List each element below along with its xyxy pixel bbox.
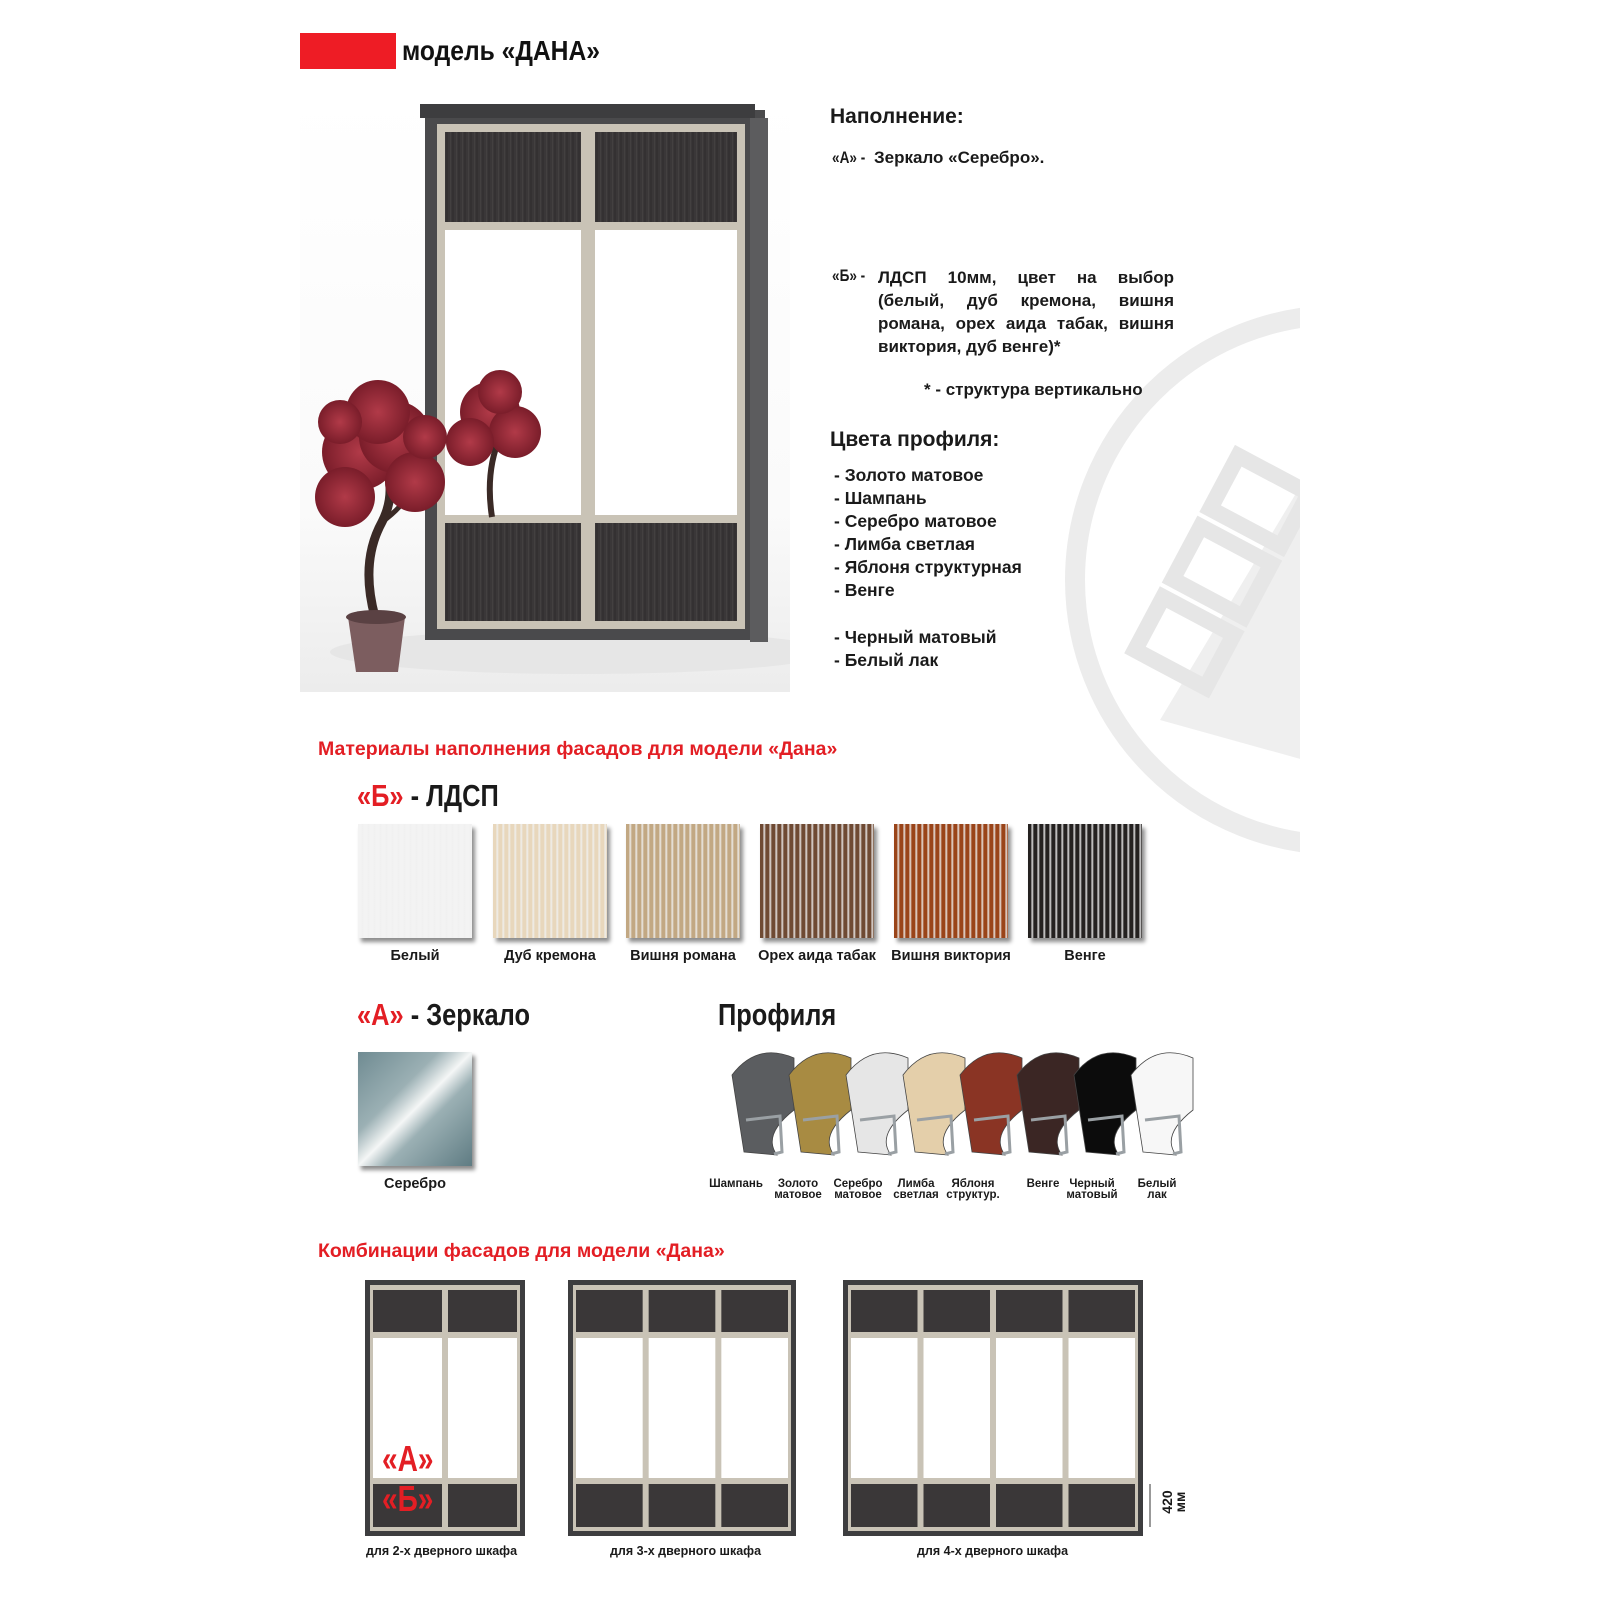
panel-ldsp-bottom	[1069, 1484, 1136, 1527]
ldsp-swatch	[894, 824, 1008, 938]
profile-label-line: Черный	[1069, 1178, 1115, 1190]
ldsp-swatch	[358, 824, 472, 938]
ldsp-swatch	[626, 824, 740, 938]
profile-label-line: светлая	[893, 1189, 939, 1201]
profile-label-line: матовый	[1066, 1189, 1118, 1201]
ldsp-swatch-label: Дуб кремона	[504, 948, 596, 964]
profile-sample	[789, 1053, 851, 1155]
profile-label-line: матовое	[834, 1189, 882, 1201]
profile-sample	[732, 1053, 794, 1155]
ldsp-label-text: - ЛДСП	[403, 778, 499, 813]
profiles-heading: Профиля	[718, 997, 837, 1032]
wardrobe-product-photo	[300, 92, 790, 692]
mirror-label-tag: «А»	[357, 997, 404, 1032]
panel-mirror	[649, 1338, 716, 1478]
profile-sample	[1131, 1053, 1193, 1155]
combo-wardrobe	[843, 1280, 1143, 1536]
dimension-label	[1161, 1477, 1201, 1527]
panel-ldsp-top	[924, 1290, 991, 1332]
panel-mirror	[996, 1338, 1063, 1478]
filling-heading: Наполнение:	[830, 105, 964, 128]
filling-b-tag-wrap	[832, 266, 874, 286]
profile-label-line: структур.	[946, 1189, 1000, 1201]
profile-label	[1117, 1179, 1197, 1201]
header-accent-bar	[300, 33, 396, 69]
combinations-heading: Комбинации фасадов для модели «Дана»	[318, 1240, 725, 1262]
profile-color-item: - Яблоня структурная	[834, 557, 1022, 577]
profile-label-line: матовое	[774, 1189, 822, 1201]
combo-label-2-door: для 2-х дверного шкафа	[366, 1544, 518, 1558]
profile-label-line: Яблоня	[951, 1178, 995, 1190]
panel-ldsp-top	[373, 1290, 442, 1332]
profile-label	[933, 1179, 1013, 1201]
ldsp-swatch-label: Орех аида табак	[758, 948, 876, 964]
panel-ldsp-top	[851, 1290, 918, 1332]
profile-label-line: Серебро	[833, 1178, 883, 1190]
panel-ldsp-bottom	[448, 1484, 517, 1527]
combinations-illustration	[360, 1274, 1200, 1564]
filling-b-text: ЛДСП 10мм, цвет на выбор (белый, дуб кремона, вишня романа, орех аида табак, вишня виктория, дуб венге)*	[878, 268, 1174, 356]
panel-ldsp-bottom	[924, 1484, 991, 1527]
profile-color-item: - Черный матовый	[834, 627, 997, 647]
profile-sample	[1074, 1053, 1136, 1155]
materials-heading: Материалы наполнения фасадов для модели «Дана»	[318, 738, 838, 760]
ldsp-swatch	[493, 824, 607, 938]
combo-marker-b: «Б»	[382, 1478, 434, 1519]
mirror-swatch-silver	[358, 1052, 472, 1166]
combo-marker-a: «А»	[382, 1438, 434, 1479]
profile-colors-extra-list	[834, 626, 996, 672]
profile-label-line: Шампань	[709, 1178, 763, 1190]
filling-b-tag: «Б» -	[832, 266, 866, 285]
profile-label-line: Белый	[1137, 1178, 1177, 1190]
panel-ldsp-top	[996, 1290, 1063, 1332]
panel-mirror	[924, 1338, 991, 1478]
ldsp-swatch-label: Белый	[390, 948, 440, 964]
profile-colors-heading: Цвета профиля:	[830, 428, 1000, 451]
profile-label-line: Венге	[1026, 1178, 1060, 1190]
profile-colors-list	[834, 464, 1022, 602]
mirror-label-text: - Зеркало	[403, 997, 531, 1032]
combo-wardrobe	[568, 1280, 796, 1536]
ldsp-swatch-label: Вишня виктория	[891, 948, 1011, 964]
panel-ldsp-bottom	[996, 1484, 1063, 1527]
profile-color-item: - Венге	[834, 580, 895, 600]
profile-color-item: - Серебро матовое	[834, 511, 997, 531]
ldsp-label-tag: «Б»	[357, 778, 404, 813]
panel-ldsp-bottom	[576, 1484, 643, 1527]
profile-color-item: - Лимба светлая	[834, 534, 976, 554]
profile-color-item: - Золото матовое	[834, 465, 984, 485]
combo-label-3-door: для 3-х дверного шкафа	[610, 1544, 762, 1558]
panel-mirror	[721, 1338, 788, 1478]
filling-a-tag: «А» -	[832, 148, 866, 167]
panel-mirror	[1069, 1338, 1136, 1478]
filling-a-row	[832, 148, 1044, 168]
panel-ldsp-top	[576, 1290, 643, 1332]
panel-ldsp-top	[1069, 1290, 1136, 1332]
profile-sample	[1017, 1053, 1079, 1155]
panel-ldsp-bottom	[851, 1484, 918, 1527]
profile-label-line: Золото	[777, 1178, 819, 1190]
ldsp-swatch	[760, 824, 874, 938]
panel-mirror	[576, 1338, 643, 1478]
ldsp-swatch-label: Вишня романа	[630, 948, 736, 964]
profile-sample	[960, 1053, 1022, 1155]
mirror-swatch-label: Серебро	[384, 1176, 446, 1192]
profiles-illustration	[720, 1040, 1200, 1180]
dimension-unit: мм	[1172, 1491, 1188, 1513]
dimension-value: 420	[1159, 1490, 1175, 1514]
profile-label-line: Лимба	[897, 1178, 935, 1190]
panel-ldsp-bottom	[721, 1484, 788, 1527]
panel-mirror	[851, 1338, 918, 1478]
filling-a-text: Зеркало «Серебро».	[874, 148, 1045, 167]
profile-sample	[903, 1053, 965, 1155]
panel-ldsp-top	[649, 1290, 716, 1332]
panel-ldsp-top	[721, 1290, 788, 1332]
mirror-label	[357, 997, 530, 1033]
panel-ldsp-top	[448, 1290, 517, 1332]
filling-note: * - структура вертикально	[924, 380, 1143, 399]
ldsp-swatch	[1028, 824, 1142, 938]
ldsp-label	[357, 778, 499, 814]
page-title: модель «ДАНА»	[402, 35, 600, 66]
panel-ldsp-bottom	[649, 1484, 716, 1527]
ldsp-swatch-label: Венге	[1064, 948, 1106, 964]
profile-sample	[846, 1053, 908, 1155]
profile-color-item: - Белый лак	[834, 650, 939, 670]
profile-color-item: - Шампань	[834, 488, 927, 508]
panel-mirror	[448, 1338, 517, 1478]
combo-label-4-door: для 4-х дверного шкафа	[917, 1544, 1069, 1558]
profile-label-line: лак	[1147, 1189, 1167, 1201]
